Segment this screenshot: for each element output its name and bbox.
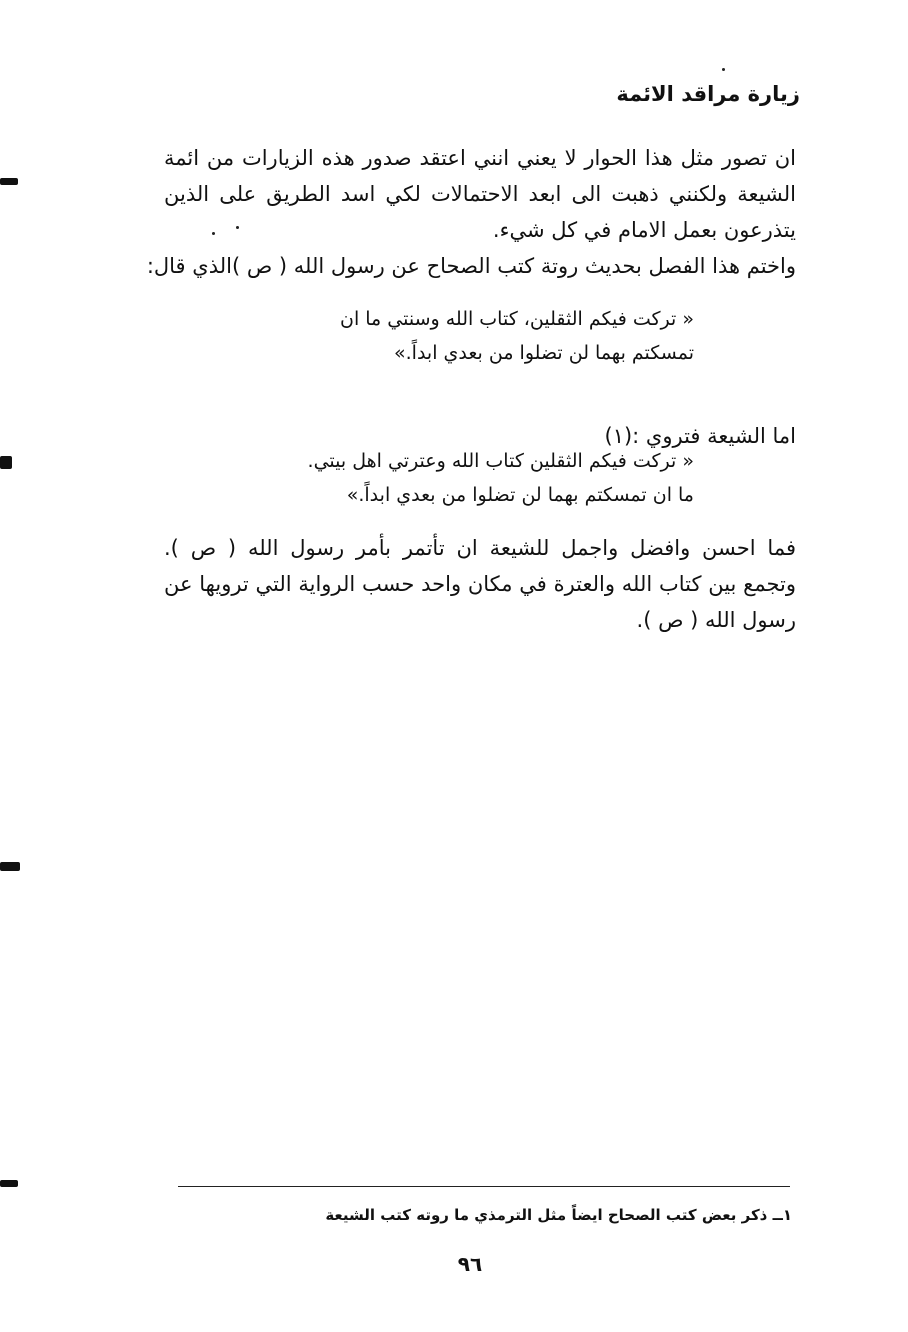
quote-line: ما ان تمسكتم بهما لن تضلوا من بعدي ابداً.» (346, 484, 694, 506)
text-line: رسول الله ( ص ). (636, 608, 796, 632)
text-line: وتجمع بين كتاب الله والعترة في مكان واحد حسب الرواية التي ترويها عن (164, 572, 796, 596)
hadith-quote-2 (307, 444, 694, 512)
quote-line: تمسكتم بهما لن تضلوا من بعدي ابداً.» (394, 342, 694, 364)
paragraph-1 (146, 140, 796, 284)
text-line: واختم هذا الفصل بحديث روتة كتب الصحاح عن رسول الله ( ص )الذي قال: (146, 254, 796, 278)
quote-line: « تركت فيكم الثقلين كتاب الله وعترتي اهل بيتي. (307, 450, 694, 472)
text-line: اما الشيعة فتروي :(١) (604, 424, 796, 448)
running-header: زيارة مراقد الائمة (616, 82, 800, 106)
footnote: ١ــ ذكر بعض كتب الصحاح ايضاً مثل الترمذي ما روته كتب الشيعة (325, 1206, 792, 1224)
text-line: ان تصور مثل هذا الحوار لا يعني انني اعتقد صدور هذه الزيارات من ائمة (164, 146, 796, 170)
scan-mark (0, 862, 20, 871)
text-line: يتذرعون بعمل الامام في كل شيء. (492, 218, 796, 242)
footnote-separator (178, 1186, 790, 1187)
scan-mark (0, 456, 12, 469)
scan-mark (0, 1180, 18, 1187)
text-line: فما احسن وافضل واجمل للشيعة ان تأتمر بأمر رسول الله ( ص ). (164, 536, 796, 560)
paragraph-2 (164, 530, 796, 638)
text-line: الشيعة ولكنني ذهبت الى ابعد الاحتمالات لكي اسد الطريق على الذين (164, 182, 796, 206)
quote-line: « تركت فيكم الثقلين، كتاب الله وسنتي ما ان (340, 308, 694, 330)
scan-speck (722, 68, 725, 71)
scan-mark (0, 178, 18, 185)
page-number: ٩٦ (457, 1252, 483, 1276)
hadith-quote-1 (314, 302, 694, 370)
